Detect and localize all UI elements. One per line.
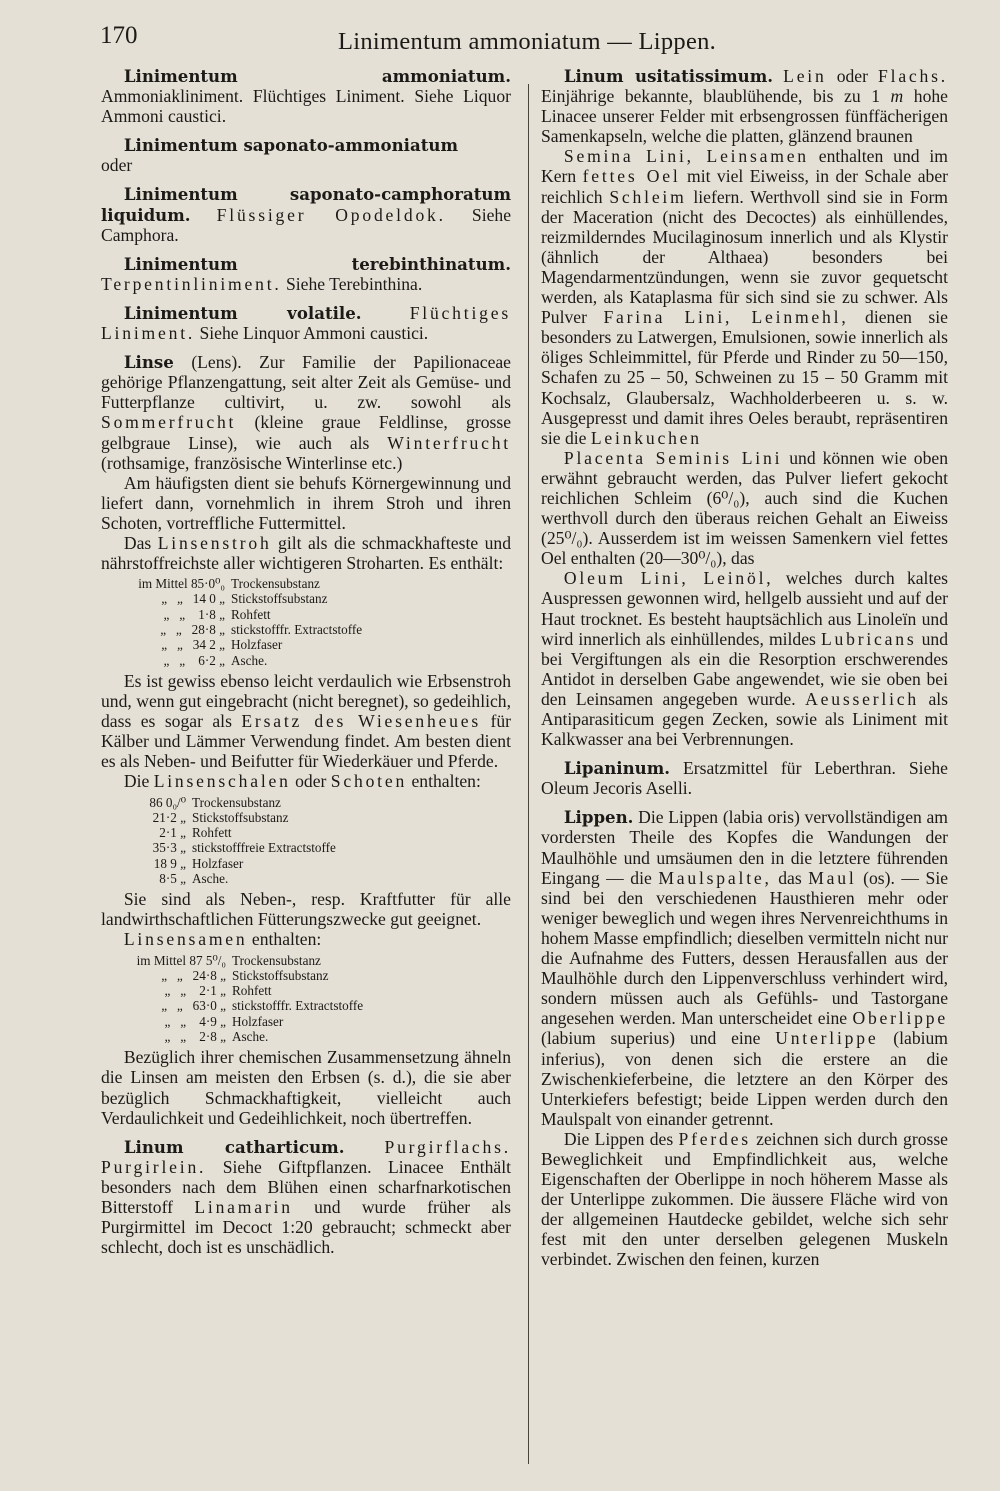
composition-row <box>101 871 511 886</box>
entry-keyword: Linimentum saponato-camphoratum liquidum. <box>101 184 511 225</box>
spaced-term: Linamarin <box>194 1197 293 1217</box>
composition-row <box>101 810 511 825</box>
spaced-term: Aeusserlich <box>805 688 919 709</box>
entry-linimentum-ammoniatum <box>101 66 511 126</box>
entry-text: (Lens). Zur Familie der Papilionaceae gehörige Pflanzengattung, seit alter Zeit als Gemüse- und Futterpflanze cultivirt, u. zw. sowohl als <box>101 352 511 413</box>
composition-label: Holzfaser <box>232 1013 284 1029</box>
composition-row <box>101 795 511 810</box>
composition-value: 8·5 „ <box>159 870 186 886</box>
composition-label: Trockensubstanz <box>232 952 321 968</box>
entry-text: Siehe Camphora. <box>101 204 511 245</box>
spaced-term: Pferdes <box>678 1128 751 1149</box>
spaced-term: Lubricans <box>820 628 917 649</box>
composition-value: 35·3 „ <box>152 840 186 856</box>
spaced-term: Terpentinliniment. <box>101 273 282 294</box>
composition-label: Asche. <box>192 870 229 886</box>
entry-lippen <box>541 807 948 1129</box>
spaced-term: Schleim <box>609 186 687 207</box>
composition-value: im Mittel 87 5⁰/₀ <box>136 952 226 968</box>
entry-text: liefern. Werthvoll sind sie in Form der Maceration (nicht des Decoctes) als einhüllendes, reizmilderndes Mucilaginosum innerlich und als Klystir (ähnlich der Althaea) besonders bei Magendarmentzündungen, wenn sie zuvor gequetscht werden, als Kataplasma für sich sind sie zu schwer. Als Pulver <box>541 186 948 328</box>
entry-text: Siehe Linquor Ammoni caustici. <box>195 323 429 344</box>
composition-value: „ „ 28·8 „ <box>160 622 225 638</box>
composition-row <box>101 591 511 606</box>
entry-text: oder <box>826 66 879 86</box>
spaced-term: Ersatz des Wiesenheues <box>241 711 482 732</box>
entry-text: enthalten: <box>407 771 481 792</box>
entry-text: Das <box>123 532 158 553</box>
composition-value: „ „ 2·8 „ <box>164 1029 226 1045</box>
entry-text: für Kälber und Lämmer Verwendung findet. Am besten dient es als Neben- und Beifutter für Wiederkäuer und Pferde. <box>101 711 511 772</box>
composition-row <box>101 576 511 591</box>
composition-row <box>101 983 511 998</box>
spaced-term: Oleum Lini, Leinöl, <box>563 568 774 589</box>
composition-row <box>101 622 511 637</box>
spaced-term: Oberlippe <box>852 1008 948 1029</box>
composition-row <box>101 653 511 668</box>
entry-text: gilt als die schmackhafteste und nährstoffreichste aller wichtigeren Stroharten. Es enthält: <box>101 532 512 574</box>
paragraph-koernergewinnung: Am häufigsten dient sie behufs Körnergewinnung und liefert dann, vornehmlich in ihrem Stroh und ihren Schoten, vortreffliche Futtermittel. <box>101 472 511 533</box>
composition-label: Asche. <box>232 1029 269 1045</box>
composition-value: 21·2 „ <box>152 809 186 825</box>
spaced-term: Winterfrucht <box>387 432 511 453</box>
entry-text: enthalten und im Kern <box>541 146 948 187</box>
entry-keyword: Linse <box>123 352 174 373</box>
composition-row <box>101 856 511 871</box>
composition-value: 2·1 „ <box>159 825 186 841</box>
entry-text: Ammoniakliniment. Flüchtiges Liniment. Siehe Liquor Ammoni caustici. <box>101 86 511 127</box>
spaced-term: Semina Lini, Leinsamen <box>563 146 809 167</box>
spaced-term: Maulspalte, <box>658 867 772 888</box>
paragraph-linsenstroh <box>101 533 511 573</box>
composition-value: 86 0₀/⁰ <box>149 794 186 810</box>
composition-row <box>101 1014 511 1029</box>
spaced-term: Maul <box>808 867 857 888</box>
entry-lipaninum <box>541 758 948 798</box>
entry-keyword: Linimentum terebinthinatum. <box>123 253 511 274</box>
unit-text: m <box>890 86 904 107</box>
entry-text: Die <box>123 771 154 792</box>
paragraph-zusammensetzung: Bezüglich ihrer chemischen Zusammensetzung ähneln die Linsen am meisten den Erbsen (s. d.), die sie aber bezüglich Schmackhaftigkeit, vielleicht auch Verdaulichkeit und Gedeihlichkeit, noch übertreffen. <box>101 1047 511 1128</box>
composition-table-linsenstroh <box>101 576 511 668</box>
composition-row <box>101 607 511 622</box>
composition-label: Holzfaser <box>192 855 244 871</box>
entry-text: zeichnen sich durch grosse Beweglichkeit und Empfindlichkeit aus, welche Eigenschaften der Oberlippe in noch höherem Masse als der Unterlippe zukommen. Die äussere Fläche wird von der allgemeinen Hautdecke gebildet, welche sich sehr fest mit den unter derselben gelegenen Muskeln verbindet. Zwischen den feinen, kurzen <box>541 1128 948 1270</box>
spaced-term: Flüchtiges Liniment. <box>101 302 511 344</box>
entry-text: Siehe Terebinthina. <box>281 273 423 294</box>
paragraph-linsenschalen <box>101 771 511 791</box>
entry-text: mit viel Eiweiss, in der Schale aber reichlich <box>541 166 948 207</box>
entry-text: Es ist gewiss ebenso leicht verdaulich wie Erbsenstroh und, wenn gut eingebracht (nicht beregnet), so gedeihlich, dass es sogar als <box>101 670 511 732</box>
spaced-term: Linsenschalen <box>153 771 291 792</box>
entry-linimentum-saponato-ammoniatum <box>101 135 511 155</box>
composition-label: Stickstoffsubstanz <box>231 591 328 607</box>
composition-value: „ „ 6·2 „ <box>163 652 225 668</box>
composition-row <box>101 953 511 968</box>
composition-row <box>101 840 511 855</box>
spaced-term: Schoten <box>330 771 408 792</box>
spaced-term: fettes Oel <box>582 166 681 187</box>
entry-linimentum-saponato-camphoratum <box>101 184 511 244</box>
left-column <box>101 66 511 1257</box>
entry-linimentum-volatile <box>101 303 511 343</box>
composition-value: „ „ 63·0 „ <box>161 998 226 1014</box>
composition-row <box>101 998 511 1013</box>
entry-text: und bei Vergiftungen als ein die Resorption erschwerendes Antidot in derselben Gabe angewendet, wie sie oben bei den Leinsamen angegeben wurde. <box>541 628 948 709</box>
entry-text: Die Lippen des <box>563 1128 679 1149</box>
entry-linum-catharticum <box>101 1137 511 1258</box>
entry-keyword: Lippen. <box>563 807 634 828</box>
entry-text: und wurde früher als Purgirmittel im Decoct 1:20 gebraucht; schmeckt aber schlecht, doch ist es unschädlich. <box>101 1197 511 1258</box>
entry-text: dienen sie besonders zu Latwergen, Emulsionen, sowie innerlich als öliges Schleimmittel, für Pferde und Rinder zu 50—150, Schafen zu 25 – 50, Schweinen zu 15 – 50 Gramm mit Kochsalz, Glaubersalz, Wachholderbeeren u. s. w. Ausgepresst und damit ihres Oeles beraubt, repräsentiren sie die <box>541 307 948 448</box>
composition-value: „ „ 24·8 „ <box>161 967 226 983</box>
composition-value: im Mittel 85·0⁰₀ <box>138 576 225 592</box>
entry-linse <box>101 352 511 473</box>
composition-value: „ „ 2·1 „ <box>164 983 226 999</box>
running-title: Linimentum ammoniatum — Lippen. <box>338 28 717 55</box>
spaced-term: Linsensamen <box>123 929 248 950</box>
composition-label: Stickstoffsubstanz <box>192 809 289 825</box>
entry-text: oder <box>290 771 331 792</box>
entry-text: (labium superius) und eine <box>541 1028 776 1049</box>
entry-text: welches durch kaltes Auspressen gewonnen wird, hellgelb aussieht und auf der Haut trocknet. Es besteht hauptsächlich aus Linoleïn und wird innerlich als einhüllendes, mildes <box>541 568 948 649</box>
composition-label: Rohfett <box>192 825 232 841</box>
entry-text: (os). — Sie sind bei den verschiedenen Hausthieren mehr oder weniger beweglich und wegen ihres Nervenreichthums in hohem Masse empfindlich; dieselben vermitteln nicht nur die Aufnahme des Futters, dessen Herausfallen aus der Maulhöhle durch den Lippenverschluss verhindert wird, sondern müssen auch als Gefühls- und Tastorgane angesehen werden. Man unterscheidet eine <box>541 867 949 1029</box>
entry-keyword: Linimentum saponato-ammoniatum <box>123 135 459 156</box>
composition-label: Trockensubstanz <box>192 794 281 810</box>
composition-value: „ „ 34 2 „ <box>161 637 225 653</box>
spaced-term: Lein <box>783 66 827 86</box>
spaced-term: Farina Lini, Leinmehl, <box>603 307 849 328</box>
spaced-term: Flüssiger Opodeldok. <box>216 204 446 225</box>
entry-text: hohe Linacee unserer Felder mit erbsengrossen fünffächerigen Samenkapseln, welche die platten, glänzend braunen <box>541 86 948 147</box>
composition-row <box>101 637 511 652</box>
composition-value: 18 9 „ <box>153 855 186 871</box>
paragraph-linsensamen <box>101 929 511 949</box>
composition-label: Asche. <box>231 652 268 668</box>
paragraph-semina-lini <box>541 146 948 447</box>
composition-table-linsensamen <box>101 953 511 1045</box>
entry-text: (kleine graue Feldlinse, grosse gelbgraue Linse), wie auch als <box>101 412 511 453</box>
composition-label: Stickstoffsubstanz <box>232 967 329 983</box>
paragraph-pferde-lippen <box>541 1129 948 1270</box>
composition-row <box>101 825 511 840</box>
entry-keyword: Linimentum volatile. <box>123 302 362 323</box>
entry-text: Einjährige bekannte, blaublühende, bis zu 1 <box>541 86 891 107</box>
page-number: 170 <box>100 22 138 49</box>
composition-label: Rohfett <box>231 606 271 622</box>
composition-label: stickstofffr. Extractstoffe <box>231 622 363 638</box>
composition-table-linsenschalen <box>101 795 511 887</box>
composition-label: Trockensubstanz <box>231 576 320 592</box>
composition-label: stickstofffr. Extractstoffe <box>232 998 364 1014</box>
spaced-term: Linsenstroh <box>157 532 272 553</box>
entry-text-oder: oder <box>101 155 133 176</box>
spaced-term: Placenta Seminis Lini <box>563 447 783 468</box>
composition-label: Rohfett <box>232 983 272 999</box>
composition-row <box>101 1029 511 1044</box>
entry-text: Siehe Giftpflanzen. Linacee Enthält besonders nach dem Blühen einen scharfnarkotischen Bitterstoff <box>101 1156 511 1217</box>
composition-value: „ „ 1·8 „ <box>163 606 225 622</box>
entry-linimentum-terebinthinatum <box>101 254 511 294</box>
spaced-term: Purgirflachs. Purgirlein. <box>101 1136 511 1177</box>
entry-keyword: Linum catharticum. <box>123 1136 345 1157</box>
composition-label: Holzfaser <box>231 637 283 653</box>
entry-text: und können wie oben erwähnt gebraucht werden, das Pulver liefert gekocht reichlichen Schleim (6⁰/₀), auch sind die Kuchen werthvoll durch den überaus reichen Gehalt an Eiweiss (25⁰/₀). Ausserdem ist im weissen Samenkern viel fettes Oel enthalten (20—30⁰/₀), das <box>541 447 948 569</box>
entry-text: Die Lippen (labia oris) vervollständigen am vordersten Theile des Kopfes die Wandungen der Maulhöhle und umsäumen den in die letztere führenden Eingang — die <box>541 807 948 888</box>
column-divider <box>528 84 529 1464</box>
composition-value: „ „ 14 0 „ <box>161 591 225 607</box>
entry-text: als Antiparasiticum gegen Zecken, sowie als Liniment mit Kalkwasser ana bei Verbrennungen. <box>541 688 948 750</box>
entry-keyword: Linum usitatissimum. <box>563 66 774 86</box>
entry-text: Ersatzmittel für Leberthran. Siehe Oleum Jecoris Aselli. <box>541 758 948 799</box>
paragraph-oleum-lini <box>541 568 948 749</box>
composition-row <box>101 968 511 983</box>
paragraph-kraftfutter: Sie sind als Neben-, resp. Kraftfutter für alle landwirthschaftlichen Fütterungszwecke gut geeignet. <box>101 889 511 930</box>
right-column <box>541 66 948 1270</box>
spaced-term: Unterlippe <box>775 1028 879 1049</box>
entry-text: (labium inferius), von denen sich die erstere an die Zwischenkieferbeine, die letztere an den Körper des Unterkiefers befestigt; beide Lippen werden durch den Maulspalt von einander getrennt. <box>541 1028 948 1129</box>
spaced-term: Flachs. <box>878 66 948 86</box>
entry-linum-usitatissimum <box>541 66 948 146</box>
composition-value: „ „ 4·9 „ <box>164 1013 226 1029</box>
paragraph-placenta <box>541 448 948 569</box>
entry-keyword: Lipaninum. <box>563 758 671 779</box>
composition-label: stickstofffreie Extractstoffe <box>192 840 336 856</box>
spaced-term: Sommerfrucht <box>101 412 237 433</box>
paragraph-verdaulich <box>101 671 511 771</box>
entry-keyword: Linimentum ammoniatum. <box>123 66 511 86</box>
spaced-term: Leinkuchen <box>590 427 702 448</box>
entry-text: das <box>771 867 809 888</box>
entry-text: enthalten: <box>247 929 322 950</box>
entry-text: (rothsamige, französische Winterlinse etc.) <box>101 452 403 473</box>
